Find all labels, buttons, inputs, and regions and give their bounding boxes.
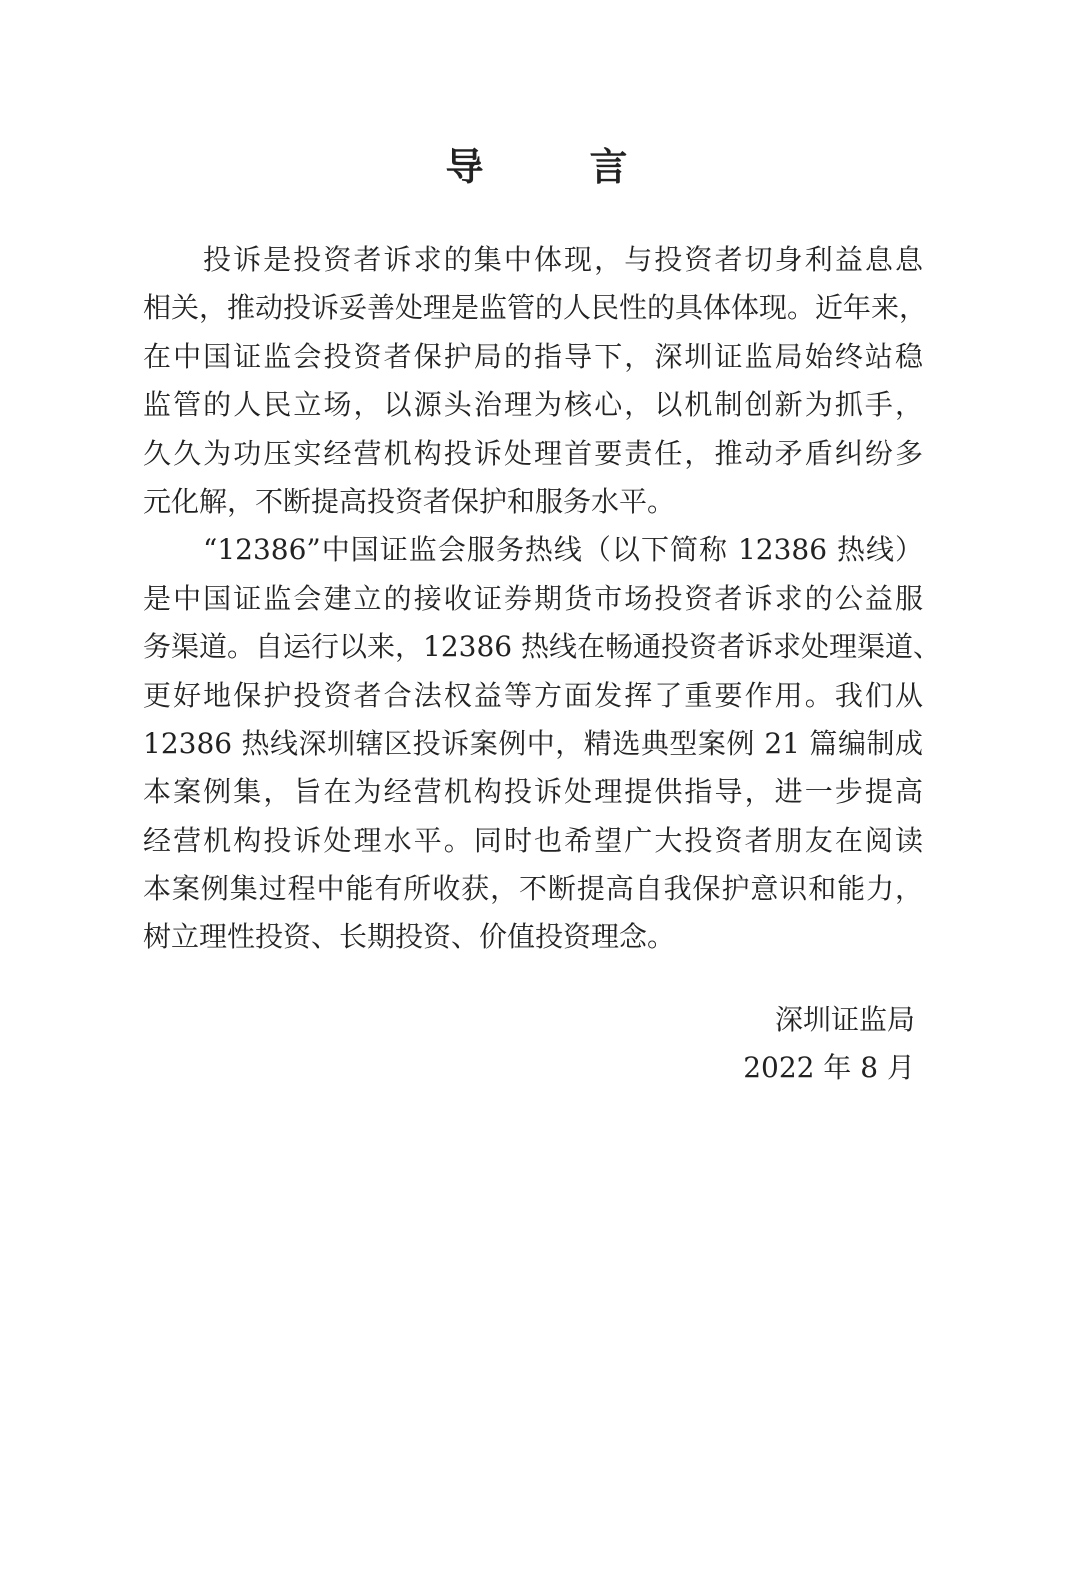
paragraph-line: 树立理性投资、长期投资、价值投资理念。	[143, 920, 676, 954]
signature-org: 深圳证监局	[774, 1003, 915, 1036]
paragraph-line: 相关，推动投诉妥善处理是监管的人民性的具体体现。近年来，	[143, 291, 928, 325]
page-title: 导 言	[445, 145, 662, 189]
paragraph-line: 在中国证监会投资者保护局的指导下，深圳证监局始终站稳	[143, 339, 923, 373]
paragraph-2	[143, 526, 941, 962]
paragraph-line: 更好地保护投资者合法权益等方面发挥了重要作用。我们从	[143, 678, 923, 712]
paragraph-line: 本案例集过程中能有所收获，不断提高自我保护意识和能力，	[143, 872, 923, 906]
paragraph-line: “12386”中国证监会服务热线（以下简称 12386 热线）	[203, 533, 923, 567]
signature-block	[0, 996, 915, 1093]
paragraph-line: 投诉是投资者诉求的集中体现，与投资者切身利益息息	[203, 243, 923, 276]
paragraph-line: 本案例集，旨在为经营机构投诉处理提供指导，进一步提高	[143, 775, 923, 809]
paragraph-line: 经营机构投诉处理水平。同时也希望广大投资者朋友在阅读	[143, 823, 923, 857]
paragraph-line: 务渠道。自运行以来，12386 热线在畅通投资者诉求处理渠道、	[143, 630, 941, 664]
paragraph-line: 久久为功压实经营机构投诉处理首要责任，推动矛盾纠纷多	[143, 436, 923, 470]
body-text	[143, 236, 941, 962]
paragraph-1	[143, 236, 928, 526]
paragraph-line: 是中国证监会建立的接收证券期货市场投资者诉求的公益服	[143, 581, 923, 615]
paragraph-line: 监管的人民立场，以源头治理为核心，以机制创新为抓手，	[143, 388, 923, 422]
paragraph-line: 12386 热线深圳辖区投诉案例中，精选典型案例 21 篇编制成	[143, 726, 923, 760]
signature-date: 2022 年 8 月	[743, 1051, 915, 1085]
paragraph-line: 元化解，不断提高投资者保护和服务水平。	[143, 484, 676, 518]
